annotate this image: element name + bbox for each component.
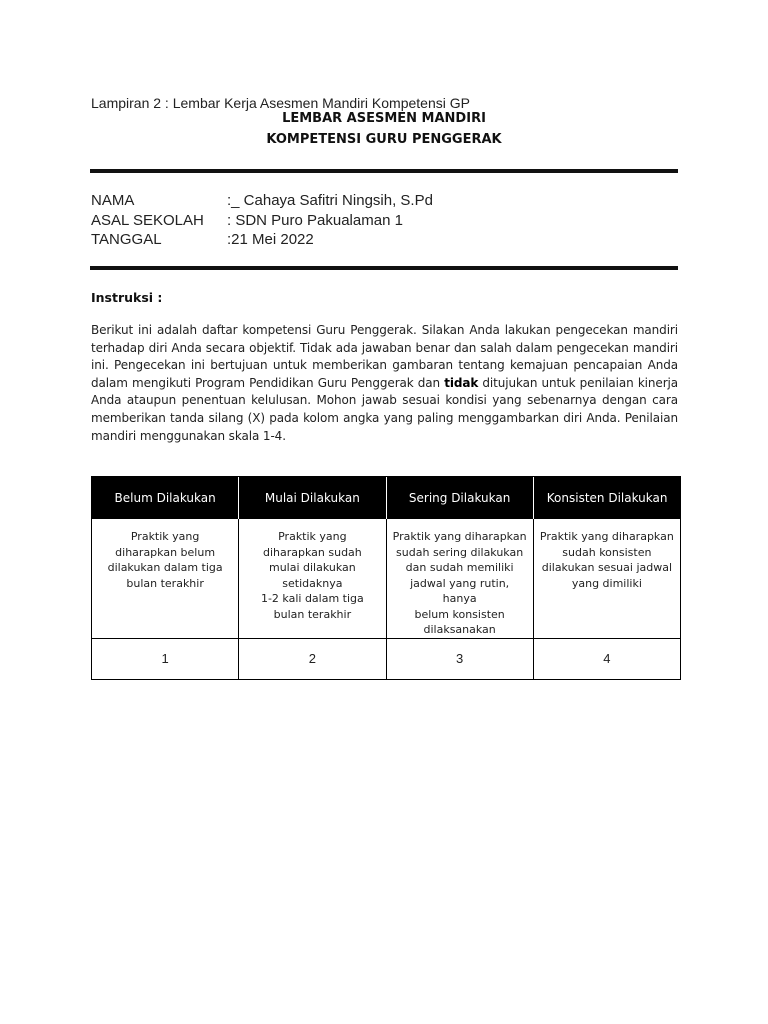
name-value: :_ Cahaya Safitri Ningsih, S.Pd xyxy=(227,192,433,209)
desc-line: dilakukan sesuai jadwal xyxy=(541,561,673,574)
rating-scale-table xyxy=(91,476,681,680)
desc-line: yang dimiliki xyxy=(571,576,642,590)
document-subtitle: KOMPETENSI GURU PENGGERAK xyxy=(266,132,502,147)
instructions-text-part1: Berikut ini adalah daftar kompetensi Guru Penggerak. Silakan Anda lakukan pengecekan mandiri terhadap diri Anda secara objektif. Tidak ada jawaban benar dan salah dalam pengecekan mandiri ini. Pengecekan ini bertujuan untuk memberikan gambaran tentang kemajuan pencapaian Anda dalam mengikuti Program Pendidikan Guru Penggerak dan xyxy=(91,323,678,390)
scale-description-row xyxy=(92,519,681,639)
desc-line: 1-2 kali dalam tiga xyxy=(260,592,364,605)
scale-description-1 xyxy=(92,519,239,639)
desc-line: sudah sering dilakukan xyxy=(396,545,524,559)
attachment-caption: Lampiran 2 : Lembar Kerja Asesmen Mandiri Kompetensi GP xyxy=(91,95,470,111)
name-label: NAMA xyxy=(91,192,135,209)
scale-score-1: 1 xyxy=(92,639,239,680)
scale-description-4 xyxy=(533,519,680,639)
scale-header-4: Konsisten Dilakukan xyxy=(533,477,680,519)
scale-description-3 xyxy=(386,519,533,639)
desc-line: dan sudah memiliki xyxy=(405,561,514,574)
bottom-divider xyxy=(90,266,678,270)
desc-line: Praktik yang xyxy=(130,530,200,543)
desc-line: Praktik yang xyxy=(278,530,347,543)
scale-score-row xyxy=(92,639,681,680)
desc-line: bulan terakhir xyxy=(126,576,204,590)
desc-line: mulai dilakukan xyxy=(268,561,356,574)
instructions-text-part2: ditujukan untuk penilaian kinerja Anda ataupun penentuan kelulusan. Mohon jawab sesuai kondisi yang sebenarnya dengan cara memberikan tanda silang (X) pada kolom angka yang paling menggambarkan diri Anda. Penilaian mandiri menggunakan skala 1-4. xyxy=(91,375,679,443)
identity-block xyxy=(91,191,433,250)
desc-line: Praktik yang diharapkan xyxy=(392,530,527,543)
desc-line: sudah konsisten xyxy=(562,545,652,559)
desc-line: diharapkan belum xyxy=(115,545,216,559)
scale-description-2 xyxy=(239,519,386,639)
scale-header-2: Mulai Dilakukan xyxy=(239,477,386,519)
desc-line: belum konsisten xyxy=(414,607,505,621)
name-row xyxy=(91,191,433,211)
top-divider xyxy=(90,169,678,173)
desc-line: jadwal yang rutin, hanya xyxy=(410,576,510,605)
document-title: LEMBAR ASESMEN MANDIRI xyxy=(282,111,486,126)
instructions-paragraph xyxy=(91,322,678,445)
desc-line: dilaksanakan xyxy=(423,623,496,636)
desc-line: Praktik yang diharapkan xyxy=(539,530,674,543)
scale-score-3: 3 xyxy=(386,639,533,680)
date-row xyxy=(91,230,433,250)
desc-line: dilakukan dalam tiga xyxy=(107,561,223,574)
school-label: ASAL SEKOLAH xyxy=(91,211,204,229)
scale-header-1: Belum Dilakukan xyxy=(92,477,239,519)
scale-score-4: 4 xyxy=(533,639,680,680)
scale-score-2: 2 xyxy=(239,639,386,680)
instructions-heading: Instruksi : xyxy=(91,290,163,305)
desc-line: diharapkan sudah xyxy=(262,545,362,559)
scale-header-3: Sering Dilakukan xyxy=(386,477,533,519)
date-label: TANGGAL xyxy=(91,231,162,248)
school-row xyxy=(91,211,433,231)
desc-line: bulan terakhir xyxy=(273,607,352,621)
instructions-bold-word: tidak xyxy=(444,375,479,390)
desc-line: setidaknya xyxy=(282,576,343,590)
date-value: :21 Mei 2022 xyxy=(227,231,314,248)
scale-header-row xyxy=(92,477,681,519)
school-value: : SDN Puro Pakualaman 1 xyxy=(227,211,403,229)
